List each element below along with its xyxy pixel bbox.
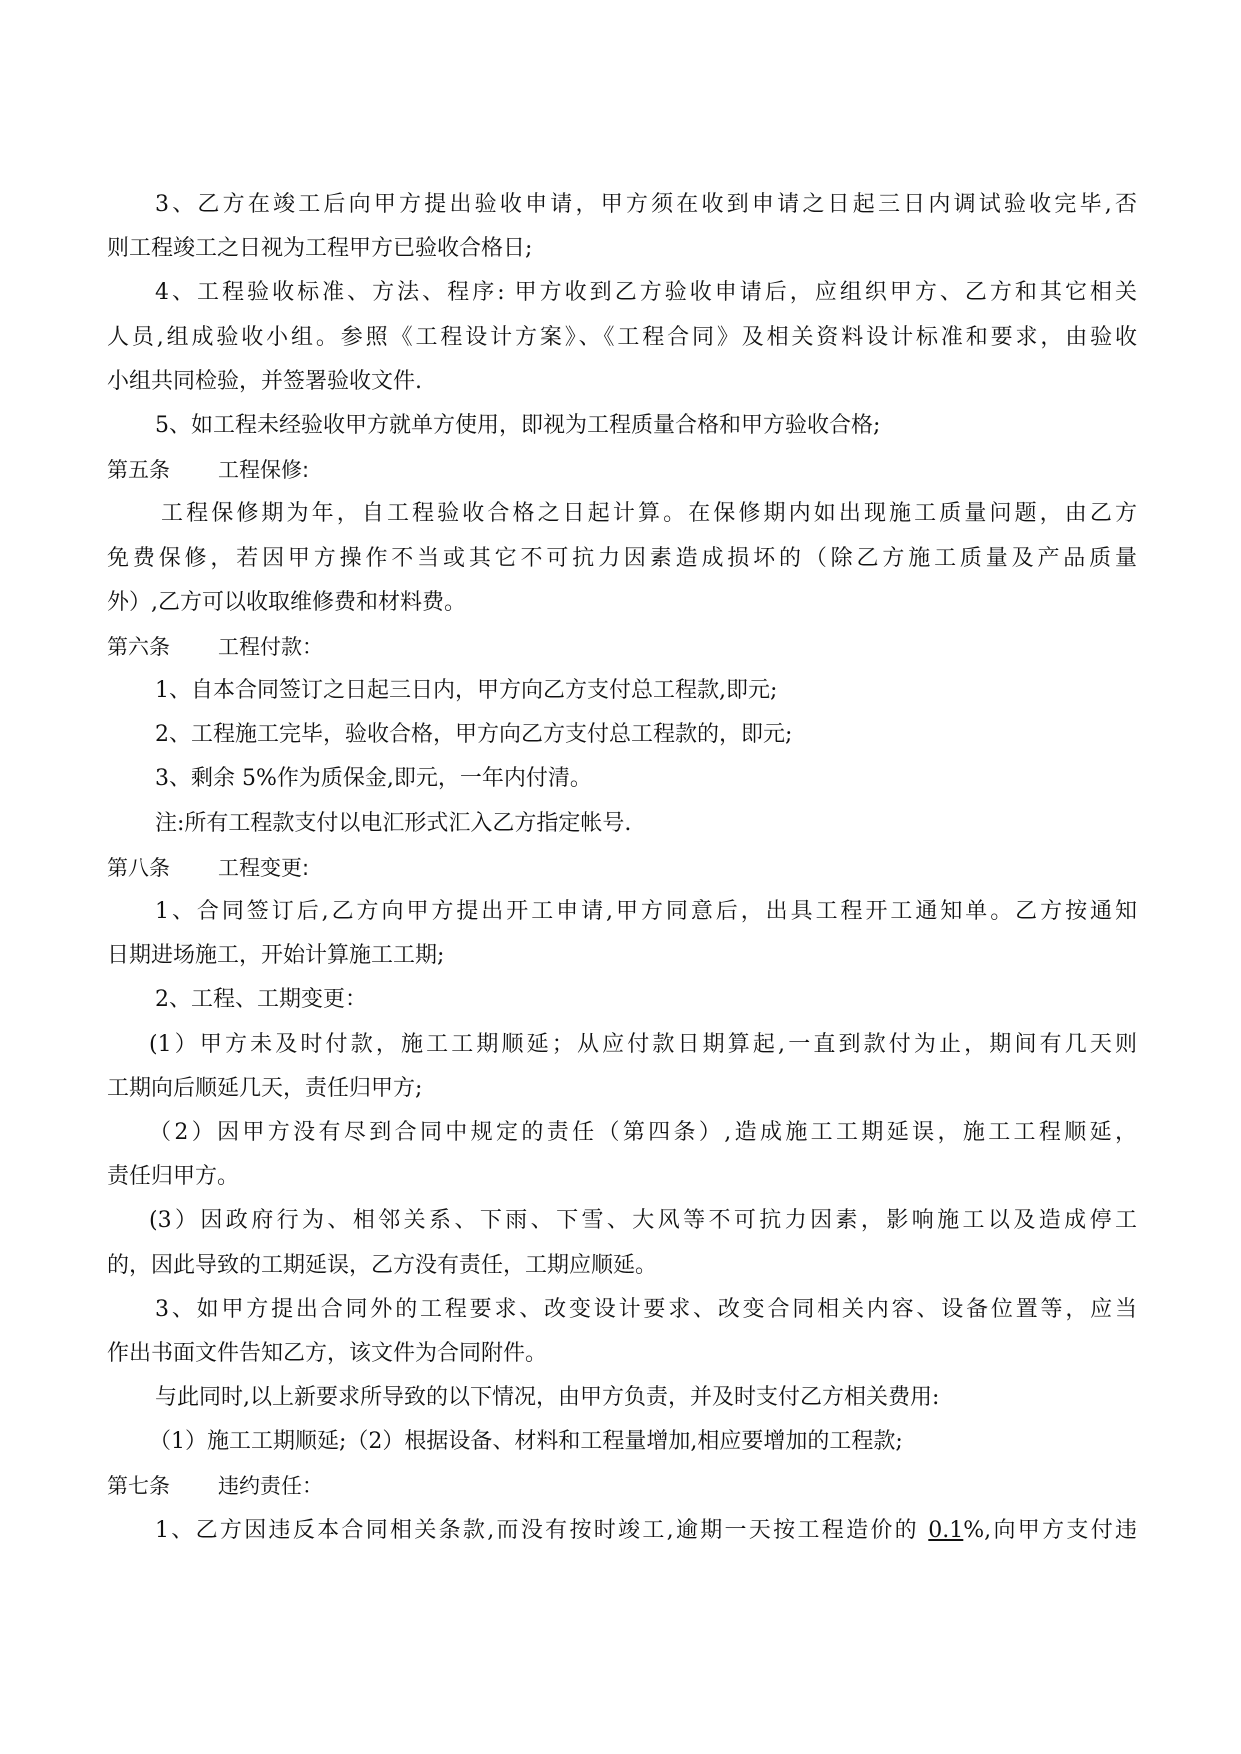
penalty-rate-underlined: 0.1: [928, 1517, 964, 1543]
paragraph-line: 3、剩余 5%作为质保金,即元，一年内付清。: [155, 766, 592, 792]
paragraph-line: 则工程竣工之日视为工程甲方已验收合格日;: [107, 236, 533, 262]
section-heading-7: [107, 1464, 1137, 1508]
paragraph-line: 5、如工程未经验收甲方就单方使用，即视为工程质量合格和甲方验收合格;: [155, 412, 881, 438]
paragraph-line: 责任归甲方。: [107, 1164, 240, 1190]
paragraph-line: [107, 1509, 1137, 1553]
paragraph-line: 外）,乙方可以收取维修费和材料费。: [107, 589, 466, 615]
article-title: 工程付款：: [218, 634, 323, 659]
penalty-text-end: %,向甲方支付违: [963, 1517, 1137, 1543]
section-heading-6: [107, 625, 1137, 669]
article-number: 第五条: [107, 458, 170, 483]
penalty-text-start: 1、乙方因违反本合同相关条款,而没有按时竣工,逾期一天按工程造价的: [155, 1517, 929, 1543]
paragraph-line: 与此同时,以上新要求所导致的以下情况，由甲方负责，并及时支付乙方相关费用:: [155, 1385, 940, 1411]
paragraph-line: （1）施工工期顺延;（2）根据设备、材料和工程量增加,相应要增加的工程款;: [149, 1429, 903, 1455]
contract-body: [107, 183, 1137, 1553]
paragraph-line: 4、工程验收标准、方法、程序: 甲方收到乙方验收申请后，应组织甲方、乙方和其它相关: [155, 280, 1137, 306]
paragraph-line: 3、如甲方提出合同外的工程要求、改变设计要求、改变合同相关内容、设备位置等，应当: [155, 1296, 1137, 1322]
paragraph-line: 1、自本合同签订之日起三日内，甲方向乙方支付总工程款,即元;: [155, 678, 778, 704]
paragraph-line: 2、工程、工期变更：: [155, 987, 367, 1013]
paragraph-line: 2、工程施工完毕，验收合格，甲方向乙方支付总工程款的，即元;: [155, 722, 793, 748]
article-number: 第八条: [107, 855, 170, 880]
paragraph-line: 免费保修，若因甲方操作不当或其它不可抗力因素造成损坏的（除乙方施工质量及产品质量: [107, 545, 1137, 571]
section-heading-8: [107, 846, 1137, 890]
paragraph-line: 小组共同检验，并签署验收文件.: [107, 368, 422, 394]
article-title: 工程变更:: [218, 855, 310, 880]
paragraph-line: 作出书面文件告知乙方，该文件为合同附件。: [107, 1340, 548, 1366]
section-heading-5: [107, 448, 1137, 492]
article-number: 第七条: [107, 1474, 170, 1499]
paragraph-line: （2）因甲方没有尽到合同中规定的责任（第四条）,造成施工工期延误，施工工程顺延，: [149, 1119, 1137, 1145]
article-title: 违约责任：: [218, 1474, 323, 1499]
article-title: 工程保修:: [218, 458, 310, 483]
paragraph-line: 工期向后顺延几天，责任归甲方;: [107, 1075, 423, 1101]
payment-note: 注:所有工程款支付以电汇形式汇入乙方指定帐号.: [155, 810, 632, 836]
paragraph-line: 3、乙方在竣工后向甲方提出验收申请，甲方须在收到申请之日起三日内调试验收完毕,否: [155, 192, 1137, 217]
paragraph-line: 人员,组成验收小组。参照《工程设计方案》、《工程合同》及相关资料设计标准和要求，由验收: [107, 324, 1137, 350]
paragraph-line: 工程保修期为年，自工程验收合格之日起计算。在保修期内如出现施工质量问题，由乙方: [161, 501, 1137, 527]
paragraph-line: 日期进场施工，开始计算施工工期;: [107, 943, 445, 969]
article-number: 第六条: [107, 634, 170, 659]
paragraph-line: 的，因此导致的工期延误，乙方没有责任，工期应顺延。: [107, 1252, 658, 1278]
paragraph-line: (1）甲方未及时付款，施工工期顺延；从应付款日期算起,一直到款付为止，期间有几天则: [149, 1031, 1137, 1057]
paragraph-line: (3）因政府行为、相邻关系、下雨、下雪、大风等不可抗力因素，影响施工以及造成停工: [149, 1208, 1137, 1234]
paragraph-line: 1、合同签订后,乙方向甲方提出开工申请,甲方同意后，出具工程开工通知单。乙方按通知: [155, 899, 1137, 924]
